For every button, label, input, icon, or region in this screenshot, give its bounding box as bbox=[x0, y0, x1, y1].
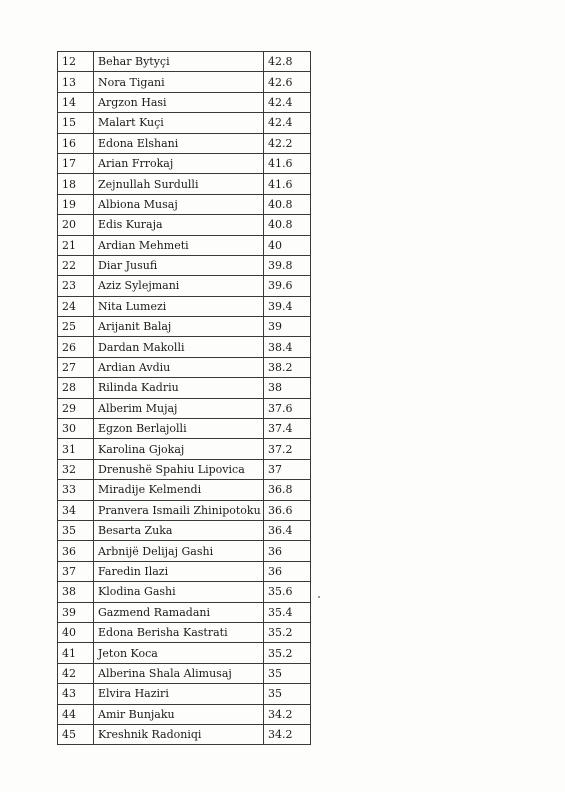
table-row bbox=[58, 684, 311, 704]
name-cell: Zejnullah Surdulli bbox=[94, 174, 264, 194]
table-row bbox=[58, 153, 311, 173]
table-row bbox=[58, 582, 311, 602]
name-cell: Behar Bytyçi bbox=[94, 52, 264, 72]
table-row bbox=[58, 296, 311, 316]
name-cell: Argzon Hasi bbox=[94, 92, 264, 112]
table-row bbox=[58, 92, 311, 112]
table-row bbox=[58, 704, 311, 724]
table-row bbox=[58, 174, 311, 194]
name-cell: Aziz Sylejmani bbox=[94, 276, 264, 296]
name-cell: Arian Frrokaj bbox=[94, 153, 264, 173]
row-number-cell: 16 bbox=[58, 133, 94, 153]
score-cell: 34.2 bbox=[264, 704, 311, 724]
name-cell: Pranvera Ismaili Zhinipotoku bbox=[94, 500, 264, 520]
table-row bbox=[58, 622, 311, 642]
row-number-cell: 14 bbox=[58, 92, 94, 112]
table-row bbox=[58, 317, 311, 337]
name-cell: Albiona Musaj bbox=[94, 194, 264, 214]
score-cell: 35 bbox=[264, 663, 311, 683]
score-cell: 42.8 bbox=[264, 52, 311, 72]
row-number-cell: 25 bbox=[58, 317, 94, 337]
row-number-cell: 23 bbox=[58, 276, 94, 296]
row-number-cell: 31 bbox=[58, 439, 94, 459]
score-cell: 41.6 bbox=[264, 153, 311, 173]
score-cell: 35.2 bbox=[264, 622, 311, 642]
table-row bbox=[58, 255, 311, 275]
row-number-cell: 30 bbox=[58, 419, 94, 439]
name-cell: Jeton Koca bbox=[94, 643, 264, 663]
row-number-cell: 20 bbox=[58, 215, 94, 235]
table-row bbox=[58, 398, 311, 418]
name-cell: Edis Kuraja bbox=[94, 215, 264, 235]
table-row bbox=[58, 561, 311, 581]
scan-speck bbox=[318, 596, 320, 598]
score-cell: 39.8 bbox=[264, 255, 311, 275]
score-cell: 40 bbox=[264, 235, 311, 255]
name-cell: Klodina Gashi bbox=[94, 582, 264, 602]
score-cell: 39.4 bbox=[264, 296, 311, 316]
score-cell: 38.4 bbox=[264, 337, 311, 357]
row-number-cell: 45 bbox=[58, 724, 94, 744]
table-row bbox=[58, 357, 311, 377]
table-row bbox=[58, 541, 311, 561]
score-cell: 35.2 bbox=[264, 643, 311, 663]
row-number-cell: 17 bbox=[58, 153, 94, 173]
name-cell: Drenushë Spahiu Lipovica bbox=[94, 459, 264, 479]
score-cell: 36 bbox=[264, 541, 311, 561]
row-number-cell: 32 bbox=[58, 459, 94, 479]
name-cell: Nita Lumezi bbox=[94, 296, 264, 316]
table-row bbox=[58, 52, 311, 72]
row-number-cell: 33 bbox=[58, 480, 94, 500]
name-cell: Amir Bunjaku bbox=[94, 704, 264, 724]
score-cell: 36.8 bbox=[264, 480, 311, 500]
row-number-cell: 37 bbox=[58, 561, 94, 581]
results-table-body bbox=[58, 52, 311, 745]
name-cell: Arbnijë Delijaj Gashi bbox=[94, 541, 264, 561]
table-row bbox=[58, 419, 311, 439]
score-cell: 38 bbox=[264, 378, 311, 398]
table-row bbox=[58, 480, 311, 500]
table-row bbox=[58, 133, 311, 153]
name-cell: Alberina Shala Alimusaj bbox=[94, 663, 264, 683]
row-number-cell: 39 bbox=[58, 602, 94, 622]
row-number-cell: 40 bbox=[58, 622, 94, 642]
score-cell: 40.8 bbox=[264, 215, 311, 235]
row-number-cell: 26 bbox=[58, 337, 94, 357]
score-cell: 36.6 bbox=[264, 500, 311, 520]
name-cell: Alberim Mujaj bbox=[94, 398, 264, 418]
table-row bbox=[58, 663, 311, 683]
row-number-cell: 21 bbox=[58, 235, 94, 255]
name-cell: Egzon Berlajolli bbox=[94, 419, 264, 439]
score-cell: 42.4 bbox=[264, 113, 311, 133]
score-cell: 37.6 bbox=[264, 398, 311, 418]
name-cell: Diar Jusufi bbox=[94, 255, 264, 275]
name-cell: Besarta Zuka bbox=[94, 520, 264, 540]
table-row bbox=[58, 643, 311, 663]
name-cell: Miradije Kelmendi bbox=[94, 480, 264, 500]
name-cell: Arijanit Balaj bbox=[94, 317, 264, 337]
score-cell: 40.8 bbox=[264, 194, 311, 214]
table-row bbox=[58, 439, 311, 459]
score-cell: 42.6 bbox=[264, 72, 311, 92]
table-row bbox=[58, 337, 311, 357]
score-cell: 37.4 bbox=[264, 419, 311, 439]
score-cell: 35 bbox=[264, 684, 311, 704]
score-cell: 35.4 bbox=[264, 602, 311, 622]
name-cell: Faredin Ilazi bbox=[94, 561, 264, 581]
score-cell: 42.4 bbox=[264, 92, 311, 112]
score-cell: 37 bbox=[264, 459, 311, 479]
row-number-cell: 12 bbox=[58, 52, 94, 72]
results-table bbox=[57, 51, 311, 745]
score-cell: 38.2 bbox=[264, 357, 311, 377]
row-number-cell: 27 bbox=[58, 357, 94, 377]
row-number-cell: 35 bbox=[58, 520, 94, 540]
table-row bbox=[58, 113, 311, 133]
table-row bbox=[58, 724, 311, 744]
score-cell: 34.2 bbox=[264, 724, 311, 744]
table-row bbox=[58, 602, 311, 622]
score-cell: 39.6 bbox=[264, 276, 311, 296]
name-cell: Malart Kuçi bbox=[94, 113, 264, 133]
name-cell: Rilinda Kadriu bbox=[94, 378, 264, 398]
row-number-cell: 28 bbox=[58, 378, 94, 398]
table-row bbox=[58, 378, 311, 398]
name-cell: Edona Elshani bbox=[94, 133, 264, 153]
row-number-cell: 19 bbox=[58, 194, 94, 214]
row-number-cell: 43 bbox=[58, 684, 94, 704]
score-cell: 36.4 bbox=[264, 520, 311, 540]
table-row bbox=[58, 500, 311, 520]
name-cell: Ardian Avdiu bbox=[94, 357, 264, 377]
name-cell: Karolina Gjokaj bbox=[94, 439, 264, 459]
row-number-cell: 22 bbox=[58, 255, 94, 275]
name-cell: Elvira Haziri bbox=[94, 684, 264, 704]
table-row bbox=[58, 520, 311, 540]
score-cell: 36 bbox=[264, 561, 311, 581]
row-number-cell: 41 bbox=[58, 643, 94, 663]
row-number-cell: 29 bbox=[58, 398, 94, 418]
name-cell: Nora Tigani bbox=[94, 72, 264, 92]
name-cell: Edona Berisha Kastrati bbox=[94, 622, 264, 642]
name-cell: Gazmend Ramadani bbox=[94, 602, 264, 622]
row-number-cell: 15 bbox=[58, 113, 94, 133]
score-cell: 37.2 bbox=[264, 439, 311, 459]
row-number-cell: 13 bbox=[58, 72, 94, 92]
table-row bbox=[58, 459, 311, 479]
table-row bbox=[58, 194, 311, 214]
name-cell: Kreshnik Radoniqi bbox=[94, 724, 264, 744]
score-cell: 35.6 bbox=[264, 582, 311, 602]
row-number-cell: 38 bbox=[58, 582, 94, 602]
row-number-cell: 36 bbox=[58, 541, 94, 561]
table-row bbox=[58, 215, 311, 235]
row-number-cell: 24 bbox=[58, 296, 94, 316]
table-row bbox=[58, 235, 311, 255]
row-number-cell: 18 bbox=[58, 174, 94, 194]
table-row bbox=[58, 72, 311, 92]
score-cell: 39 bbox=[264, 317, 311, 337]
name-cell: Ardian Mehmeti bbox=[94, 235, 264, 255]
score-cell: 42.2 bbox=[264, 133, 311, 153]
table-row bbox=[58, 276, 311, 296]
row-number-cell: 42 bbox=[58, 663, 94, 683]
row-number-cell: 44 bbox=[58, 704, 94, 724]
name-cell: Dardan Makolli bbox=[94, 337, 264, 357]
score-cell: 41.6 bbox=[264, 174, 311, 194]
row-number-cell: 34 bbox=[58, 500, 94, 520]
